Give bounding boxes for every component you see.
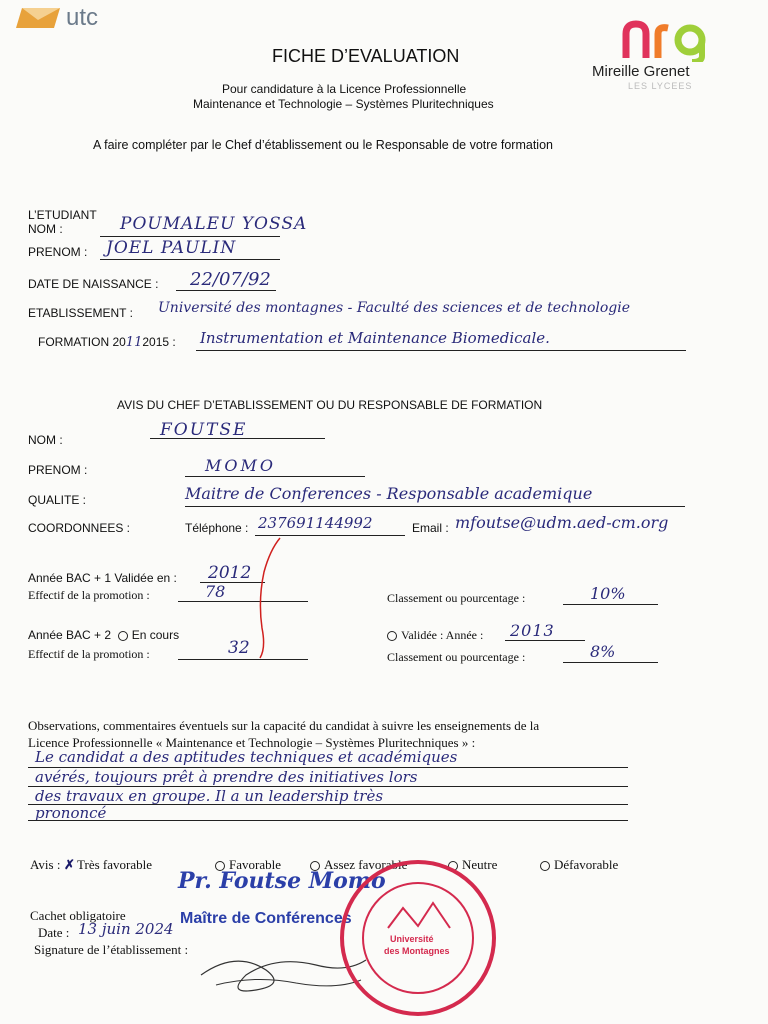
chef-prenom-value: MOMO: [205, 456, 276, 475]
bac1-year-value: 2012: [208, 563, 252, 583]
etab-value: Université des montagnes - Faculté des sciences et de technologie: [158, 300, 631, 316]
bac2-classement-label: Classement ou pourcentage :: [387, 650, 526, 664]
formation-label-b: 2015 :: [142, 335, 176, 349]
observation-line-4: prononcé: [35, 804, 107, 822]
chef-prenom-line: [185, 476, 365, 477]
date-value: 13 juin 2024: [78, 920, 174, 938]
bac2-validee-label: Validée : Année :: [401, 628, 484, 642]
bac1-effectif-value: 78: [205, 582, 226, 601]
student-nom-line: [100, 236, 280, 237]
formation-line: [196, 350, 686, 351]
student-prenom-value: JOEL PAULIN: [106, 238, 237, 258]
bac2-en-cours-radio[interactable]: [118, 631, 128, 641]
observations-label-1: Observations, commentaires éventuels sur la capacité du candidat à suivre les enseignements de la: [28, 718, 540, 733]
chef-qualite-value: Maitre de Conferences - Responsable academique: [185, 484, 593, 503]
bac2-validee-row: [387, 628, 483, 643]
utc-logo-icon: [4, 6, 64, 32]
bac2-effectif-value: 32: [228, 638, 250, 658]
bac1-classement-value: 10%: [590, 584, 626, 603]
observation-line-1: Le candidat a des aptitudes techniques et académiques: [35, 748, 458, 766]
chef-nom-label: NOM :: [28, 433, 63, 447]
seal-text-1: Université: [390, 934, 434, 944]
formation-label-a: FORMATION 20: [38, 335, 126, 349]
chef-nom-line: [150, 438, 325, 439]
formation-year-hw: 11: [125, 335, 143, 350]
seal-text-2: des Montagnes: [384, 946, 450, 956]
student-section-label: L’ETUDIANT: [28, 208, 97, 222]
tel-value: 237691144992: [258, 514, 373, 532]
official-seal: [338, 858, 498, 1018]
bac1-label: Année BAC + 1 Validée en :: [28, 571, 177, 585]
bac2-row: [28, 628, 179, 642]
brand-logo: [590, 20, 740, 90]
dob-label: DATE DE NAISSANCE :: [28, 277, 159, 291]
observations-label-2: Licence Professionnelle « Maintenance et Technologie – Systèmes Pluritechniques » :: [28, 735, 476, 750]
avis-option-label-3: Neutre: [462, 857, 498, 872]
checked-mark-icon: ✗: [64, 857, 75, 872]
red-pen-mark: [240, 530, 300, 660]
utc-logo-text: utc: [66, 4, 99, 31]
brand-sub: LES LYCEES: [628, 81, 693, 91]
chef-nom-value: FOUTSE: [160, 420, 248, 440]
subtitle-line-2: Maintenance et Technologie – Systèmes Pluritechniques: [193, 97, 494, 111]
etab-label: ETABLISSEMENT :: [28, 306, 133, 320]
avis-option-defavorable[interactable]: [540, 857, 618, 873]
signature-label: Signature de l’établissement :: [34, 942, 189, 957]
avis-option-tres-favorable[interactable]: [64, 857, 152, 873]
bac2-en-cours-label: En cours: [131, 628, 180, 642]
page-title: FICHE D’EVALUATION: [272, 46, 460, 66]
avis-option-label-1: Favorable: [229, 857, 281, 872]
avis-option-label-4: Défavorable: [554, 857, 619, 872]
avis-chef-heading: AVIS DU CHEF D’ETABLISSEMENT OU DU RESPONSABLE DE FORMATION: [117, 398, 543, 412]
bac1-effectif-label: Effectif de la promotion :: [28, 588, 150, 602]
dob-line: [176, 290, 276, 291]
radio-icon: [540, 861, 550, 871]
stamp-title: Maître de Conférences: [180, 910, 352, 927]
bac2-effectif-label: Effectif de la promotion :: [28, 647, 150, 661]
instruction-text: A faire compléter par le Chef d’établissement ou le Responsable de votre formation: [93, 138, 553, 152]
avis-label: Avis :: [30, 857, 61, 872]
observation-line-2: avérés, toujours prêt à prendre des initiatives lors: [35, 768, 418, 786]
student-prenom-label: PRENOM :: [28, 245, 88, 259]
student-nom-value: POUMALEU YOSSA: [120, 214, 308, 234]
bac1-classement-line: [563, 604, 658, 605]
bac2-year-value: 2013: [510, 621, 555, 640]
mireille-grenet-logo-icon: [620, 20, 720, 62]
avis-option-label-2: Assez favorable: [324, 857, 408, 872]
cachet-label: Cachet obligatoire: [30, 908, 126, 923]
student-nom-label: NOM :: [28, 222, 63, 236]
avis-option-label-0: Très favorable: [77, 857, 152, 872]
bac2-classement-line: [563, 662, 658, 663]
date-label: Date :: [38, 925, 70, 940]
subtitle-line-1: Pour candidature à la Licence Professionnelle: [222, 82, 467, 96]
observation-rule-4: [28, 820, 628, 821]
tel-label: Téléphone :: [185, 521, 249, 535]
chef-coord-label: COORDONNEES :: [28, 521, 131, 535]
observation-line-3: des travaux en groupe. Il a un leadership très: [35, 787, 384, 805]
chef-prenom-label: PRENOM :: [28, 463, 88, 477]
bac2-classement-value: 8%: [590, 642, 616, 661]
brand-name: Mireille Grenet: [592, 63, 690, 80]
email-value: mfoutse@udm.aed-cm.org: [455, 513, 669, 532]
chef-qualite-line: [185, 506, 685, 507]
stamp-name: Pr. Foutse Momo: [178, 868, 386, 894]
bac2-label: Année BAC + 2: [28, 628, 112, 642]
bac2-validee-radio[interactable]: [387, 631, 397, 641]
email-label: Email :: [412, 521, 449, 535]
formation-label: [38, 335, 176, 350]
observation-rule-3: [28, 804, 628, 805]
student-prenom-line: [100, 259, 280, 260]
formation-value: Instrumentation et Maintenance Biomedicale.: [200, 329, 550, 347]
chef-qualite-label: QUALITE :: [28, 493, 87, 507]
utc-logo: [4, 4, 114, 32]
bac2-year-line: [505, 640, 585, 641]
dob-value: 22/07/92: [190, 269, 271, 290]
bac1-classement-label: Classement ou pourcentage :: [387, 591, 526, 605]
